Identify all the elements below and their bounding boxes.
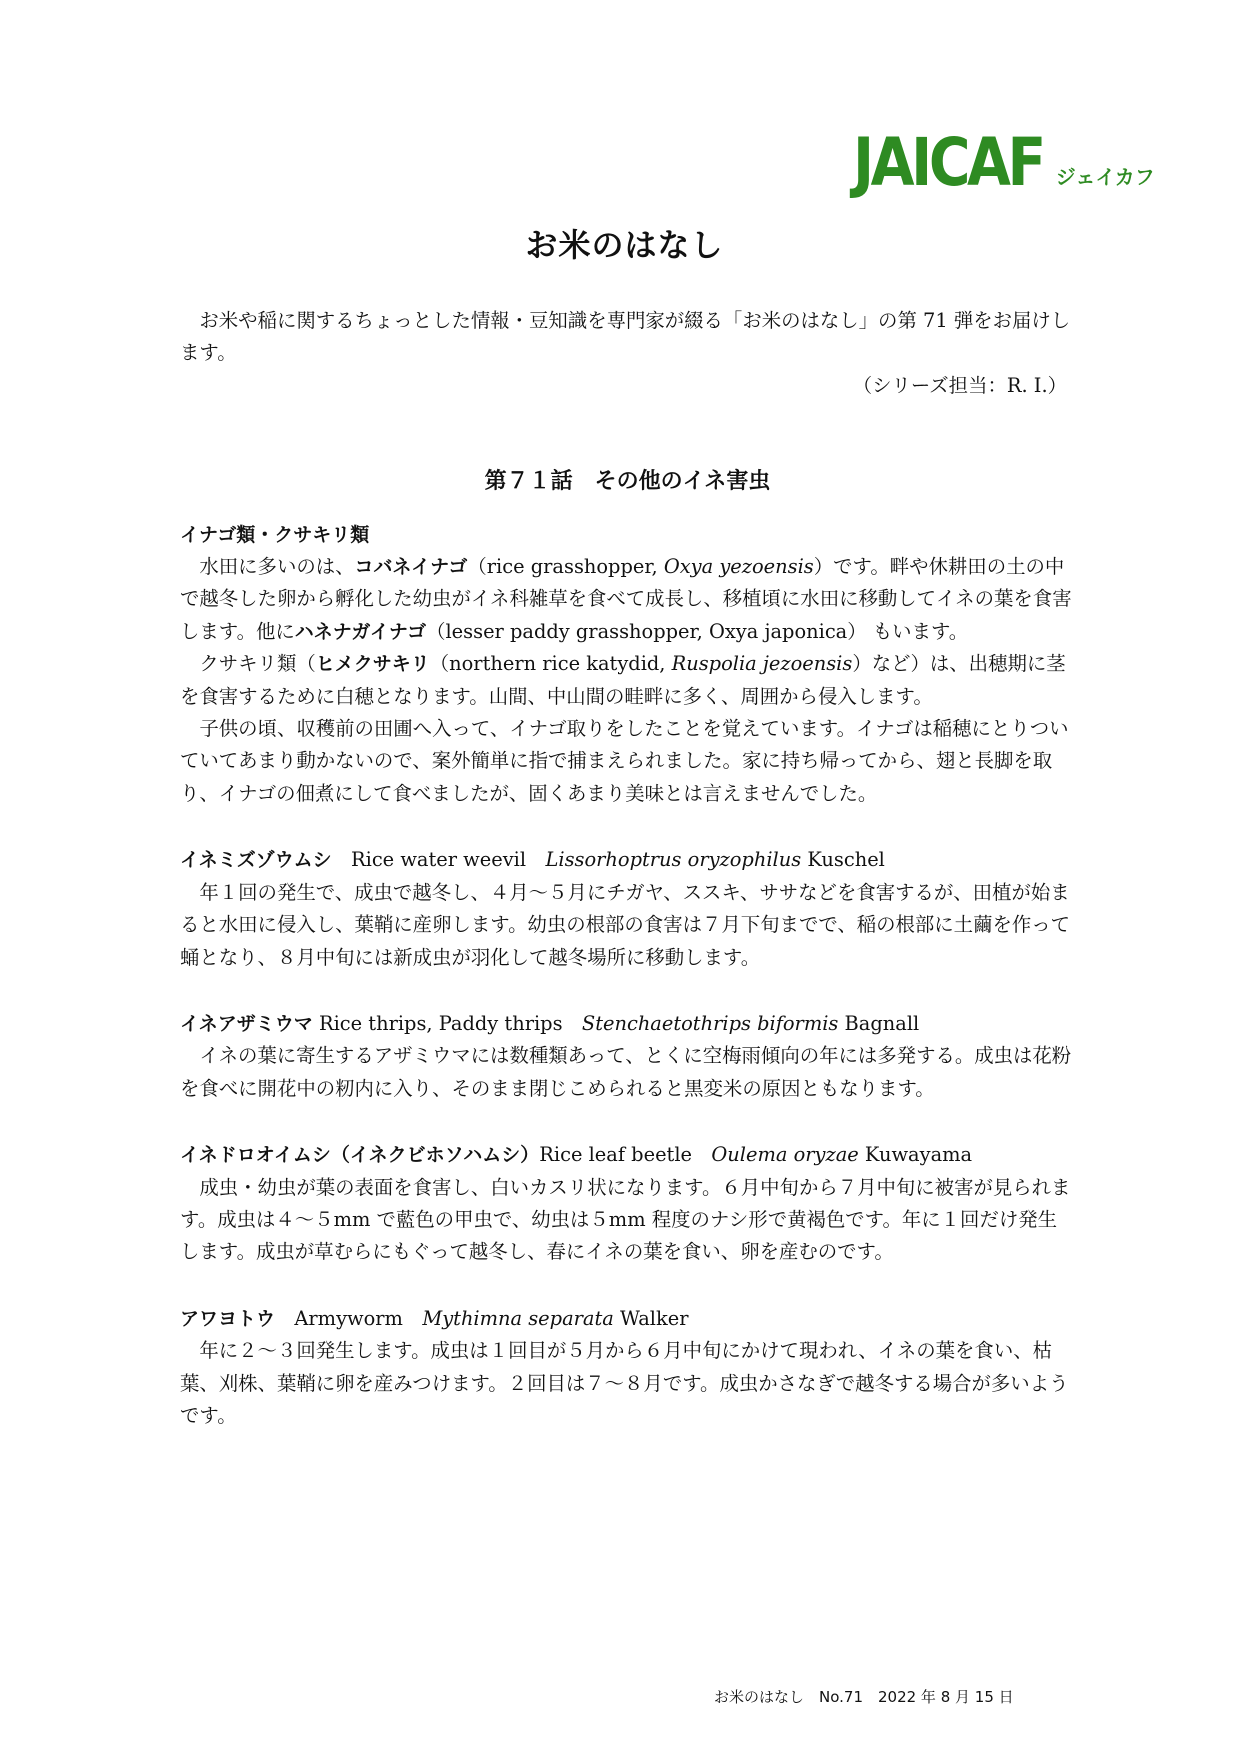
section-heading-thrips: イネアザミウマ Rice thrips, Paddy thrips Stenchaetothrips biformis Bagnall bbox=[180, 1011, 920, 1035]
logo-kana: ジェイカフ bbox=[1055, 165, 1155, 189]
section-heading-armyworm: アワヨトウ Armyworm Mythimna separata Walker bbox=[180, 1306, 689, 1330]
section-heading-weevil: イネミズゾウムシ Rice water weevil Lissorhoptrus oryzophilus Kuschel bbox=[180, 848, 885, 872]
inago-paragraph-2: クサキリ類（ヒメクサキリ（northern rice katydid, Ruspolia jezoensis）など）は、出穂期に茎を食害するために白穂となります。山間、中山間の畦畔に多く、周囲から侵入します。 bbox=[180, 652, 1066, 708]
section-heading-inago: イナゴ類・クサキリ類 bbox=[180, 523, 370, 546]
armyworm-paragraph: 年に２～３回発生します。成虫は１回目が５月から６月中旬にかけて現われ、イネの葉を食い、枯葉、刈株、葉鞘に卵を産みつけます。２回目は７～８月です。成虫かさなぎで越冬する場合が多いようです。 bbox=[180, 1339, 1069, 1427]
page-footer: お米のはなし No.71 2022 年 8 月 15 日 bbox=[714, 1688, 1014, 1706]
intro-text: お米や稲に関するちょっとした情報・豆知識を専門家が綴る「お米のはなし」の第 71 弾をお届けします。 bbox=[180, 309, 1071, 365]
jaicaf-logo bbox=[853, 124, 1155, 201]
series-credit: （シリーズ担当：R. I.） bbox=[852, 373, 1067, 397]
article-body bbox=[180, 305, 1075, 1432]
beetle-paragraph: 成虫・幼虫が葉の表面を食害し、白いカスリ状になります。６月中旬から７月中旬に被害が見られます。成虫は４～５mm で藍色の甲虫で、幼虫は５mm 程度のナシ形で黄褐色です。年に１回だけ発生します。成虫が草むらにもぐって越冬し、春にイネの葉を食い、卵を産むのです。 bbox=[180, 1175, 1071, 1264]
weevil-paragraph: 年１回の発生で、成虫で越冬し、４月～５月にチガヤ、ススキ、ササなどを食害するが、田植が始まると水田に侵入し、葉鞘に産卵します。幼虫の根部の食害は７月下旬までで、稲の根部に土繭を作って蛹となり、８月中旬には新成虫が羽化して越冬場所に移動します。 bbox=[180, 880, 1071, 969]
episode-title: 第７１話 その他のイネ害虫 bbox=[484, 469, 771, 495]
thrips-paragraph: イネの葉に寄生するアザミウマには数種類あって、とくに空梅雨傾向の年には多発する。成虫は花粉を食べに開花中の籾内に入り、そのまま閉じこめられると黒変米の原因ともなります。 bbox=[180, 1044, 1072, 1100]
inago-paragraph-1: 水田に多いのは、コバネイナゴ（rice grasshopper, Oxya yezoensis）です。畔や休耕田の土の中で越冬した卵から孵化した幼虫がイネ科雑草を食べて成長し、移植頃に水田に移動してイネの葉を食害します。他にハネナガイナゴ（lesser paddy grasshopper, Oxya japonica） もいます。 bbox=[180, 555, 1072, 643]
page-title: お米のはなし bbox=[525, 226, 724, 264]
section-heading-beetle: イネドロオイムシ（イネクビホソハムシ）Rice leaf beetle Oulema oryzae Kuwayama bbox=[180, 1143, 973, 1167]
inago-paragraph-3: 子供の頃、収穫前の田圃へ入って、イナゴ取りをしたことを覚えています。イナゴは稲穂にとりついていてあまり動かないので、案外簡単に指で捕まえられました。家に持ち帰ってから、翅と長脚を取り、イナゴの佃煮にして食べましたが、固くあまり美味とは言えませんでした。 bbox=[180, 717, 1069, 805]
logo-wordmark: JAICAF bbox=[853, 124, 1043, 201]
